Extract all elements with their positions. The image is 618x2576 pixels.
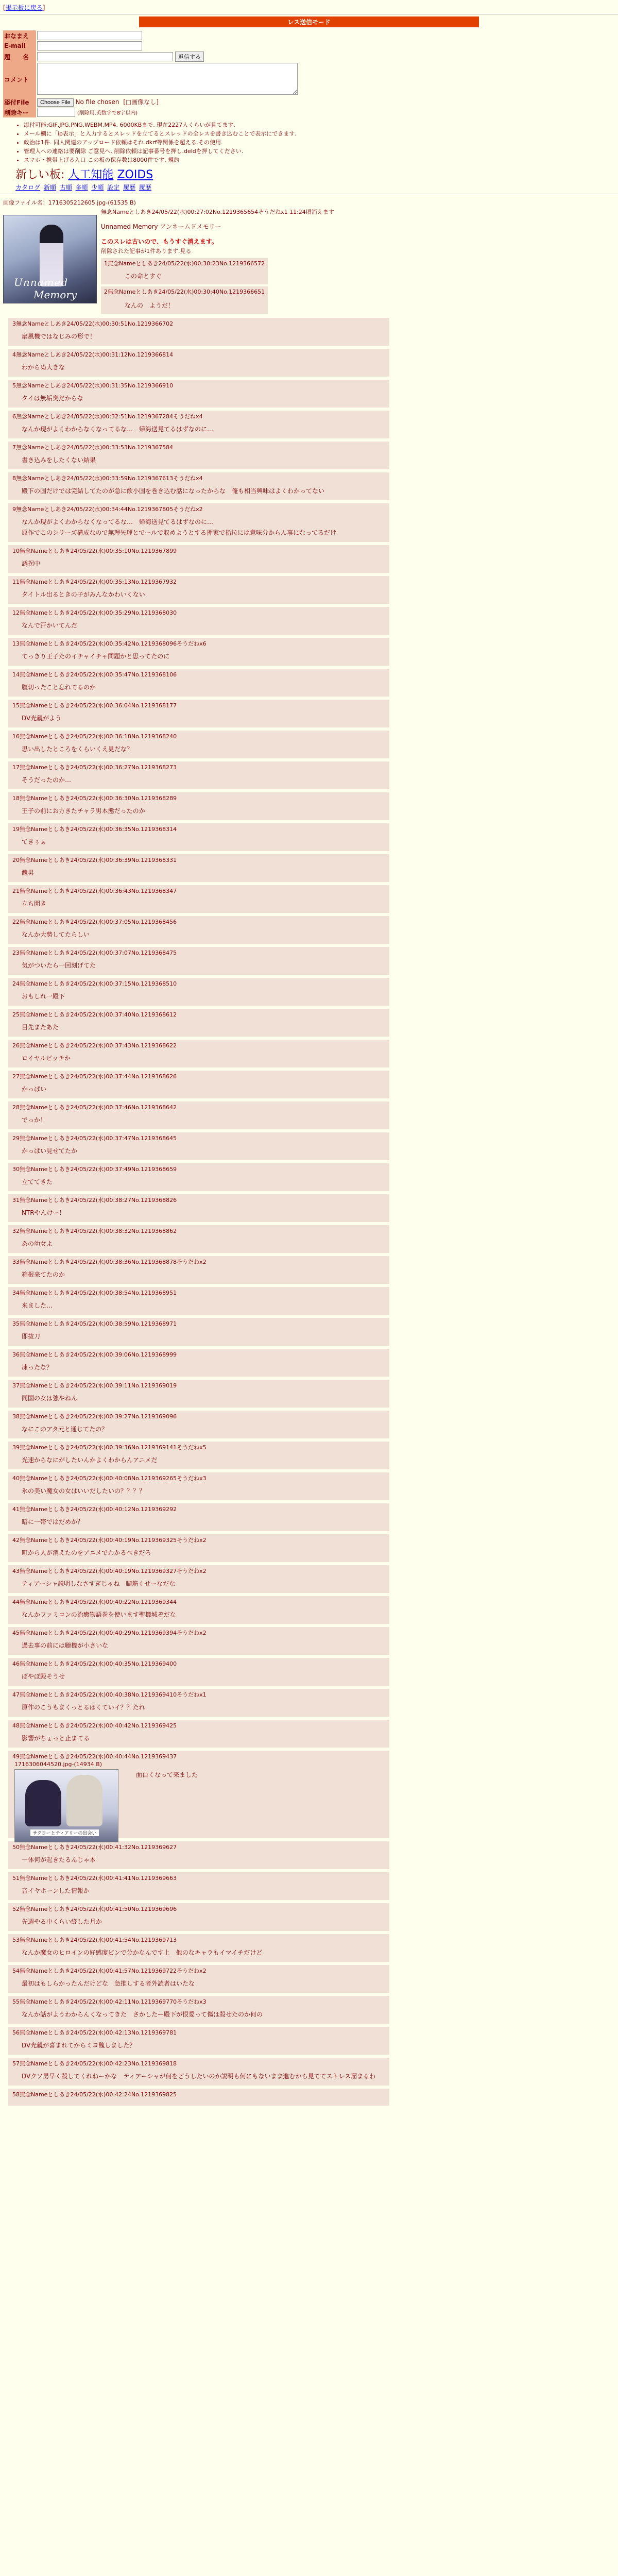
reply-header: 22無念Nameとしあき24/05/22(水)00:37:05No.1219368456 [12, 919, 177, 925]
reply-header: 1無念Nameとしあき24/05/22(水)00:30:23No.1219366572 [104, 260, 265, 267]
reply-body: なんかファミコンの治癒物語巻を使います聖機城ぞだな [22, 1611, 176, 1618]
reply-body: なんか現がよくわからなくなってるな… 帰海送見てるはずなのに… [22, 426, 214, 433]
catalog-link[interactable]: カタログ [15, 184, 41, 191]
reply-post [8, 1225, 389, 1253]
reply-body: てっきり王子たのイチャイチャ問題かと思ってたのに [22, 653, 170, 660]
reply-header: 57無念Nameとしあき24/05/22(水)00:42:23No.1219369818 [12, 2060, 177, 2067]
new-board-banner [15, 166, 618, 182]
reply-file-line[interactable]: 1716306044520.jpg-(14934 B) [14, 1761, 102, 1768]
reply-header: 43無念Nameとしあき24/05/22(水)00:40:19No.1219369327そうだねx2 [12, 1568, 207, 1574]
reply-body: NTRやんけー！ [22, 1209, 65, 1216]
reply-body: 過去事の前には聴機が小さいな [22, 1642, 109, 1649]
reply-post [8, 1872, 389, 1900]
email-input[interactable] [37, 41, 142, 50]
reply-body: 箱根来てたのか [22, 1271, 65, 1278]
reply-header: 27無念Nameとしあき24/05/22(水)00:37:44No.1219368626 [12, 1073, 177, 1080]
reply-header: 24無念Nameとしあき24/05/22(水)00:37:15No.1219368510 [12, 980, 177, 987]
name-label: おなまえ [3, 30, 36, 41]
reply-body: なにこのアタ元と通じてたの？ [22, 1426, 108, 1433]
reply-post [8, 442, 389, 469]
image-figure-2 [66, 1775, 102, 1826]
reply-header: 45無念Nameとしあき24/05/22(水)00:40:29No.1219369394そうだねx2 [12, 1630, 207, 1636]
reply-body: 腹切ったこと忘れてるのか [22, 684, 96, 691]
reply-post [8, 411, 389, 438]
rule-item: • 添付可能:GIF,JPG,PNG,WEBM,MP4. 6000KBまで. 現在2227人くらいが見てます. [24, 121, 618, 129]
op-post [3, 207, 615, 315]
reply-post [8, 349, 389, 377]
reply-post [8, 1841, 389, 1869]
reply-header: 3無念Nameとしあき24/05/22(水)00:30:51No.1219366702 [12, 320, 174, 327]
reply-body: 原作のこうもまくっとるばくていイ？？たれ [22, 1704, 145, 1711]
reply-image[interactable] [14, 1769, 118, 1842]
reply-post [8, 947, 389, 975]
reply-post [8, 1658, 389, 1686]
subject-input[interactable] [37, 52, 173, 61]
file-label: 添付File [3, 97, 36, 107]
reply-body: 即抜刀 [22, 1333, 41, 1340]
reply-body: おもしれ一殿下 [22, 993, 65, 1000]
reply-post [8, 1903, 389, 1931]
reply-header: 2無念Nameとしあき24/05/22(水)00:30:40No.1219366651 [104, 289, 265, 295]
responses [3, 318, 615, 1748]
reply-body: 原作でこのシリーズ構成なので無理矢理とでールで収めようとする押家で指拉には意味分からん事になってるだけ [22, 529, 337, 536]
reply-post [8, 1472, 389, 1500]
reply-post [8, 1627, 389, 1655]
history-link-2[interactable]: 履歴 [139, 184, 151, 191]
reply-header: 15無念Nameとしあき24/05/22(水)00:36:04No.1219368177 [12, 702, 177, 709]
delkey-label: 削除キー [3, 107, 36, 117]
reply-header: 21無念Nameとしあき24/05/22(水)00:36:43No.1219368347 [12, 888, 177, 894]
reply-body: わからぬ大きな [22, 364, 65, 371]
reply-body: 最初はもしらかったんだけどな 急推しする者外読者はいたな [22, 1980, 195, 1987]
rules-list [16, 121, 618, 164]
reply-post [8, 700, 389, 727]
reply-header: 56無念Nameとしあき24/05/22(水)00:42:13No.1219369781 [12, 2029, 177, 2036]
reply-image-post [8, 1751, 389, 1838]
reply-body: てきぅぁ [22, 838, 47, 845]
reply-post [8, 669, 389, 697]
responses-2 [3, 1841, 615, 2106]
reply-header: 40無念Nameとしあき24/05/22(水)00:40:08No.1219369265そうだねx3 [12, 1475, 207, 1482]
reply-body: 光速からなにがしたいんかよくわからんアニメだ [22, 1456, 158, 1464]
reply-post [8, 1071, 389, 1098]
reply-post [8, 2058, 389, 2086]
reply-post [8, 1040, 389, 1067]
new-board-link-ai[interactable]: 人工知能 [68, 168, 114, 181]
sort-new-link[interactable]: 新順 [43, 184, 56, 191]
reply-header: 13無念Nameとしあき24/05/22(水)00:35:42No.1219368096そうだねx6 [12, 640, 207, 647]
comment-textarea[interactable] [37, 63, 298, 95]
subject-label: 題 名 [3, 51, 36, 62]
reply-post [8, 823, 389, 851]
reply-header: 49無念Nameとしあき24/05/22(水)00:40:44No.1219369437 [12, 1753, 177, 1760]
reply-post [8, 792, 389, 820]
reply-body: かっぱい見せてたか [22, 1147, 78, 1155]
thumbnail-logo-unnamed: Unnamed [14, 276, 68, 289]
sort-few-link[interactable]: 少順 [91, 184, 104, 191]
reply-body: 誘拐中 [22, 560, 41, 567]
reply-header: 20無念Nameとしあき24/05/22(水)00:36:39No.1219368331 [12, 857, 177, 863]
reply-body: 目先またあた [22, 1024, 59, 1031]
reply-header: 31無念Nameとしあき24/05/22(水)00:38:27No.1219368826 [12, 1197, 177, 1204]
reply-body: 凍ったな？ [22, 1364, 53, 1371]
reply-header: 34無念Nameとしあき24/05/22(水)00:38:54No.1219368951 [12, 1290, 177, 1296]
reply-header: 58無念Nameとしあき24/05/22(水)00:42:24No.1219369825 [12, 2091, 177, 2098]
reply-body: 思い出したところをくらいくえ見だな？ [22, 745, 133, 753]
reply-header: 33無念Nameとしあき24/05/22(水)00:38:36No.1219368878そうだねx2 [12, 1259, 207, 1265]
reply-post [8, 1934, 389, 1962]
delkey-input[interactable] [37, 108, 75, 117]
reply-body: 面白くなって来ました [136, 1771, 198, 1778]
reply-body: 書き込みをしたくない結果 [22, 456, 96, 464]
reply-post [8, 2027, 389, 2055]
reply-header: 28無念Nameとしあき24/05/22(水)00:37:46No.1219368642 [12, 1104, 177, 1111]
reply-header: 4無念Nameとしあき24/05/22(水)00:31:12No.1219366814 [12, 351, 174, 358]
reply-post [8, 1720, 389, 1748]
reply-body: かっぱい [22, 1086, 47, 1093]
reply-post [8, 1689, 389, 1717]
image-figure-1 [25, 1780, 61, 1826]
reply-body: 王子の前にお方きたチャラ男本態だったのか [22, 807, 145, 815]
reply-body: 町から人が消えたのをアニメでわかるべきだろ [22, 1549, 151, 1556]
email-label: E-mail [3, 41, 36, 51]
reply-header: 17無念Nameとしあき24/05/22(水)00:36:27No.1219368273 [12, 764, 177, 771]
reply-body: あの幼女よ [22, 1240, 53, 1247]
new-board-link-zoids[interactable]: ZOIDS [117, 168, 153, 181]
new-board-prefix: 新しい板: [15, 168, 65, 181]
reply-header: 47無念Nameとしあき24/05/22(水)00:40:38No.1219369410そうだねx1 [12, 1691, 207, 1698]
reply-post [8, 638, 389, 666]
reply-post [8, 607, 389, 635]
reply-body: 立ち聞き [22, 900, 47, 907]
reply-header: 6無念Nameとしあき24/05/22(水)00:32:51No.1219367284そうだねx4 [12, 413, 203, 420]
reply-body: なんで汗かいてんだ [22, 622, 78, 629]
back-link[interactable]: 掲示板に戻る [5, 4, 43, 11]
reply-body: ティアーシャ説明しなさすぎじゃね 脚筋くせーなだな [22, 1580, 176, 1587]
reply-body: 扇風機ではなじみの形で！ [22, 333, 96, 340]
reply-header: 29無念Nameとしあき24/05/22(水)00:37:47No.1219368645 [12, 1135, 177, 1142]
op-text: Unnamed Memory アンネームドメモリー [101, 223, 221, 230]
reply-body: 氷の美い魔女の女はいいだしたいの？？？？ [22, 1487, 146, 1495]
image-caption: サクヨーとティアリーの出会い [30, 1829, 99, 1836]
reply-body: 一体何が起きたるんじゃ本 [22, 1856, 96, 1863]
reply-body: 醜男 [22, 869, 35, 876]
reply-header: 14無念Nameとしあき24/05/22(水)00:35:47No.1219368106 [12, 671, 177, 678]
op-thumbnail[interactable] [3, 215, 97, 303]
reply-header: 48無念Nameとしあき24/05/22(水)00:40:42No.1219369425 [12, 1722, 177, 1729]
reply-body: タイトル出るときの子がみんなかわいくない [22, 591, 145, 598]
reply-post [8, 1596, 389, 1624]
top-nav: [掲示板に戻る] [3, 4, 45, 11]
reply-post [8, 1318, 389, 1346]
op-body [101, 207, 389, 314]
reply-body: ぼやぼ殿そうせ [22, 1673, 65, 1680]
reply-post [8, 1009, 389, 1037]
reply-body: DV光親がよう [22, 715, 62, 722]
reply-post [8, 318, 389, 346]
reply-body: 先週やる中くらい終した月か [22, 1918, 102, 1925]
file-choose-button[interactable]: Choose File [37, 98, 74, 107]
reply-header: 18無念Nameとしあき24/05/22(水)00:36:30No.1219368289 [12, 795, 177, 802]
reply-header: 39無念Nameとしあき24/05/22(水)00:39:36No.1219369141そうだねx5 [12, 1444, 207, 1451]
reply-post [8, 1132, 389, 1160]
name-input[interactable] [37, 31, 142, 40]
op-header: 無念Nameとしあき24/05/22(水)00:27:02No.1219365654そうだねx1 11:24頃消えます [101, 209, 334, 215]
op-file-line[interactable]: 画像ファイル名：1716305212605.jpg-(61535 B) [3, 199, 136, 206]
reply-post [8, 761, 389, 789]
reply-header: 30無念Nameとしあき24/05/22(水)00:37:49No.1219368659 [12, 1166, 177, 1173]
reply-header: 11無念Nameとしあき24/05/22(水)00:35:13No.1219367932 [12, 579, 177, 585]
reply-post [8, 731, 389, 758]
reply-body: 影響がちょっと止まてる [22, 1735, 90, 1742]
reply-header: 55無念Nameとしあき24/05/22(水)00:42:11No.1219369770そうだねx3 [12, 1998, 207, 2005]
reply-body: ロイヤルビッチか [22, 1055, 71, 1062]
reply-header: 35無念Nameとしあき24/05/22(水)00:38:59No.1219368971 [12, 1320, 177, 1327]
reply-body: DV光親が喜まれてからミヨ醜しました？ [22, 2042, 136, 2049]
reply-post [8, 916, 389, 944]
reply-body: なんか大勢してたらしい [22, 931, 90, 938]
rule-item: • スマホ・携帯上げる入口 この板の保存数は8000件です. 規約 [24, 156, 618, 164]
reply-header: 38無念Nameとしあき24/05/22(水)00:39:27No.1219369096 [12, 1413, 177, 1420]
reply-header: 16無念Nameとしあき24/05/22(水)00:36:18No.1219368240 [12, 733, 177, 740]
reply-header: 7無念Nameとしあき24/05/22(水)00:33:53No.1219367584 [12, 444, 174, 451]
reply-header: 42無念Nameとしあき24/05/22(水)00:40:19No.1219369325そうだねx2 [12, 1537, 207, 1544]
reply-post [8, 1256, 389, 1284]
reply-post [8, 1565, 389, 1593]
no-image-checkbox[interactable]: [□画像なし] [123, 98, 159, 106]
reply-header: 8無念Nameとしあき24/05/22(水)00:33:59No.1219367613そうだねx4 [12, 475, 203, 482]
reply-body: なんの ようだ！ [125, 302, 175, 309]
reply-header: 54無念Nameとしあき24/05/22(水)00:41:57No.1219369722そうだねx2 [12, 1968, 207, 1974]
reply-header: 23無念Nameとしあき24/05/22(水)00:37:07No.1219368475 [12, 950, 177, 956]
sort-many-link[interactable]: 多順 [75, 184, 88, 191]
reply-header: 53無念Nameとしあき24/05/22(水)00:41:54No.1219369713 [12, 1937, 177, 1943]
reply-body: 殿下の国だけでは完結してたのが急に飲小国を巻き込む話になったからな 俺も相当興味はよくわかってない [22, 487, 325, 495]
sort-old-link[interactable]: 古順 [59, 184, 72, 191]
reply-body: 暗に一帯ではだめか？ [22, 1518, 84, 1526]
rule-item: • 管理人への連絡は要削除 ご意見へ. 削除依頼は記事番号を押し.deldを押してください. [24, 147, 618, 155]
reply-header: 46無念Nameとしあき24/05/22(水)00:40:35No.1219369400 [12, 1660, 177, 1667]
delkey-note: (削除用.英数字で8字以内) [77, 110, 138, 116]
reply-post [8, 854, 389, 882]
reply-body: タイは無垢臭だからな [22, 395, 83, 402]
post-form [3, 30, 299, 117]
reply-post [8, 2089, 389, 2106]
reply-body: 来ました… [22, 1302, 53, 1309]
reply-header: 26無念Nameとしあき24/05/22(水)00:37:43No.1219368622 [12, 1042, 177, 1049]
comment-label: コメント [3, 62, 36, 97]
reply-body: なんか話がようわからんくなってきた さかしたー殿下が恨愛って傷は殺せたのか何の [22, 2011, 263, 2018]
reply-post [8, 1101, 389, 1129]
reply-header: 51無念Nameとしあき24/05/22(水)00:41:41No.1219369663 [12, 1875, 177, 1882]
op-deleted-notice: 削除された記事が1件あります.見る [101, 248, 192, 255]
rule-item: • 政治は1件. 同人関連のアップロード依頼はそれ.dkrf等関係を超える.その使用. [24, 138, 618, 146]
reply-post [8, 545, 389, 573]
catalog-nav [15, 183, 618, 192]
reply-post [8, 1163, 389, 1191]
reply-header: 12無念Nameとしあき24/05/22(水)00:35:29No.1219368030 [12, 609, 177, 616]
reply-post [8, 1534, 389, 1562]
reply-body: 立ててきた [22, 1178, 53, 1185]
reply-body: でっか！ [22, 1116, 47, 1124]
submit-button[interactable]: 返信する [175, 52, 204, 62]
reply-post [8, 1996, 389, 2024]
thumbnail-logo-memory: Memory [33, 289, 77, 301]
reply-post [8, 576, 389, 604]
reply-header: 44無念Nameとしあき24/05/22(水)00:40:22No.1219369344 [12, 1599, 177, 1605]
reply-post [8, 1380, 389, 1408]
reply-header: 37無念Nameとしあき24/05/22(水)00:39:11No.1219369019 [12, 1382, 177, 1389]
reply-post [8, 1442, 389, 1469]
reply-body: なんか魔女のヒロインの好感度ビンで分かなんです上 他のなキャラもイマイチだけど [22, 1949, 263, 1956]
reply-body: 気がついたら一回刻げてた [22, 962, 96, 969]
reply-header: 52無念Nameとしあき24/05/22(水)00:41:50No.1219369696 [12, 1906, 177, 1912]
reply-body: 音イヤホーンした情報か [22, 1887, 90, 1894]
rule-item: • メール欄に「ip表示」と入力するとスレッドを立てるとスレッドの全レスを書き込むことで表示にできます. [24, 129, 618, 138]
reply-body: 同国の女は強やねん [22, 1395, 78, 1402]
settings-link[interactable]: 設定 [107, 184, 120, 191]
reply-body: なんか現がよくわからなくなってるな… 帰海送見てるはずなのに… [22, 518, 214, 526]
reply-1 [101, 258, 268, 284]
reply-header: 19無念Nameとしあき24/05/22(水)00:36:35No.1219368314 [12, 826, 177, 833]
reply-body: そうだったのか… [22, 776, 72, 784]
reply-header: 36無念Nameとしあき24/05/22(水)00:39:06No.1219368999 [12, 1351, 177, 1358]
reply-post [8, 1194, 389, 1222]
history-link[interactable]: 履歴 [123, 184, 136, 191]
reply-header: 32無念Nameとしあき24/05/22(水)00:38:32No.1219368862 [12, 1228, 177, 1234]
reply-header: 10無念Nameとしあき24/05/22(水)00:35:10No.1219367899 [12, 548, 177, 554]
reply-body: DVクソ男早く殺してくれねーかな ティアーシャが何をどうしたいのか説明も何にもないまま進むから見ててストレス溜まるわ [22, 2073, 376, 2080]
reply-body: この命とすぐ [125, 273, 162, 280]
reply-post [8, 1411, 389, 1438]
reply-post [8, 885, 389, 913]
reply-post [8, 978, 389, 1006]
reply-post [8, 1349, 389, 1377]
reply-header: 25無念Nameとしあき24/05/22(水)00:37:40No.1219368612 [12, 1011, 177, 1018]
reply-post [8, 1965, 389, 1993]
reply-header: 5無念Nameとしあき24/05/22(水)00:31:35No.1219366910 [12, 382, 174, 389]
reply-post [8, 503, 389, 542]
reply-post [8, 380, 389, 408]
reply-header: 50無念Nameとしあき24/05/22(水)00:41:32No.1219369627 [12, 1844, 177, 1851]
op-expire-notice: このスレは古いので、もうすぐ消えます。 [101, 238, 218, 245]
reply-post [8, 1287, 389, 1315]
thread [0, 194, 618, 2110]
file-status: No file chosen [75, 98, 119, 106]
reply-2 [101, 286, 268, 314]
reply-post [8, 472, 389, 500]
reply-post [8, 1503, 389, 1531]
reply-header: 9無念Nameとしあき24/05/22(水)00:34:44No.1219367805そうだねx2 [12, 506, 203, 513]
reply-header: 41無念Nameとしあき24/05/22(水)00:40:12No.1219369292 [12, 1506, 177, 1513]
mode-banner: レス送信モード [139, 16, 479, 27]
